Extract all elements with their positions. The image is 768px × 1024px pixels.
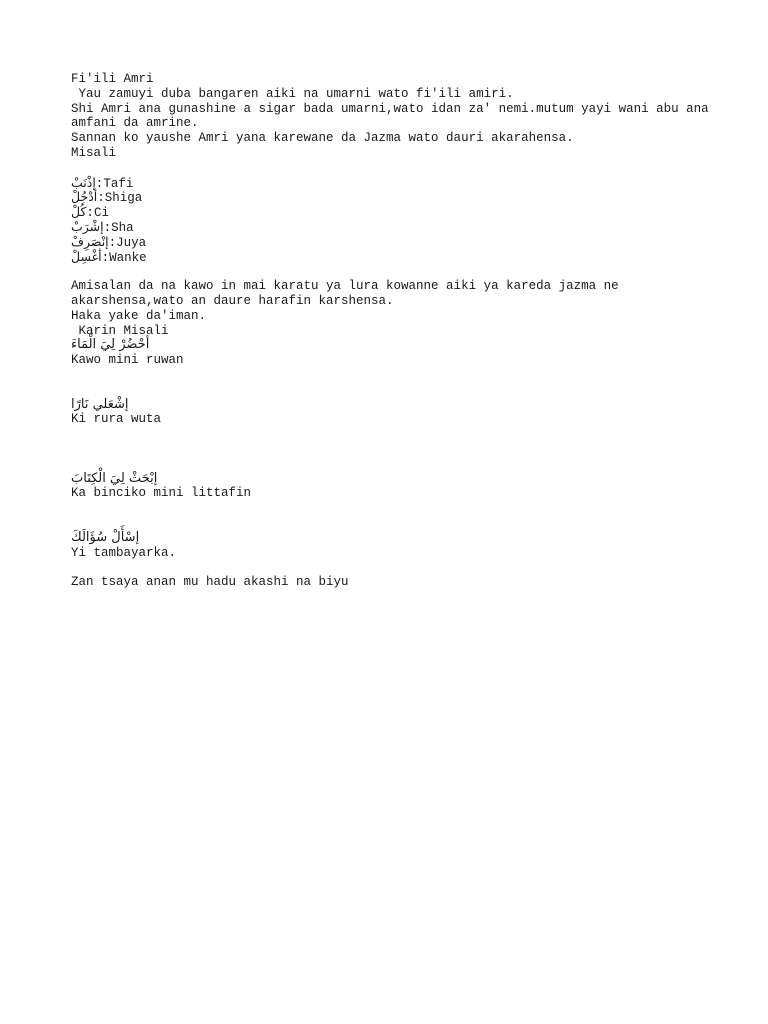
- example-separator: :: [108, 235, 117, 250]
- example-row: [71, 205, 711, 220]
- example-separator: :: [86, 206, 94, 221]
- closing-line: Zan tsaya anan mu hadu akashi na biyu: [71, 575, 349, 590]
- example-row: [71, 190, 711, 205]
- example-row: [71, 220, 711, 235]
- more-example-arabic: إبْحَثْ لِيَ الْكِتَابَ: [71, 470, 158, 486]
- example-arabic: إنْصَرِفْ: [71, 233, 109, 249]
- intro-line-2: Shi Amri ana gunashine a sigar bada umarni,wato idan za' nemi.mutum yayi wani abu ana amfani da amrine.: [71, 101, 717, 131]
- more-example-arabic: إشْعَلي نَارًا: [71, 396, 129, 412]
- misali-heading: Misali: [71, 145, 117, 160]
- example-list: [71, 176, 711, 265]
- spacer: [71, 264, 711, 279]
- intro-line-1: Yau zamuyi duba bangaren aiki na umarni wato fi'ili amiri.: [71, 86, 514, 101]
- more-example-meaning: Yi tambayarka.: [71, 545, 177, 560]
- example-row: [71, 176, 711, 191]
- example-arabic: أغْسِلْ: [71, 248, 102, 264]
- more-example-arabic: إسْأَلْ سُؤَالَكَ: [71, 529, 140, 545]
- example-row: [71, 250, 711, 265]
- example-arabic: إشْرَبْ: [71, 218, 104, 234]
- example-meaning: Tafi: [103, 176, 134, 191]
- document-page: [71, 72, 717, 590]
- example-arabic: كُلْ: [71, 204, 87, 220]
- example-meaning: Shiga: [104, 191, 143, 206]
- spacer: [71, 501, 711, 531]
- paragraph-2: Amisalan da na kawo in mai karatu ya lura kowanne aiki ya kareda jazma ne akarshensa,wato an daure harafin karshensa.: [71, 279, 627, 308]
- example-separator: :: [101, 250, 110, 265]
- example-arabic: أدْجُلْ: [71, 189, 98, 205]
- karin-misali-heading: Karin Misali: [71, 323, 169, 338]
- more-example-meaning: Ki rura wuta: [71, 412, 162, 427]
- example-separator: :: [103, 220, 112, 235]
- example-meaning: Wanke: [109, 250, 147, 265]
- example-arabic: إذْنَبْ: [71, 174, 96, 190]
- example-meaning: Sha: [111, 220, 134, 235]
- spacer: [71, 161, 711, 176]
- example-meaning: Juya: [116, 235, 147, 250]
- example-meaning: Ci: [93, 206, 109, 221]
- example-row: [71, 235, 711, 250]
- more-example-arabic: أحْضُرْ لِيَ الْمَاءَ: [71, 337, 150, 353]
- spacer: [71, 368, 711, 398]
- spacer: [71, 560, 711, 575]
- more-example-meaning: Ka binciko mini littafin: [71, 486, 252, 501]
- document-title: Fi'ili Amri: [71, 72, 154, 86]
- paragraph-3: Haka yake da'iman.: [71, 308, 207, 323]
- example-separator: :: [97, 191, 105, 206]
- more-example-meaning: Kawo mini ruwan: [71, 353, 184, 368]
- spacer: [71, 427, 711, 471]
- intro-line-3: Sannan ko yaushe Amri yana karewane da Jazma wato dauri akarahensa.: [71, 131, 574, 146]
- example-separator: :: [95, 176, 104, 191]
